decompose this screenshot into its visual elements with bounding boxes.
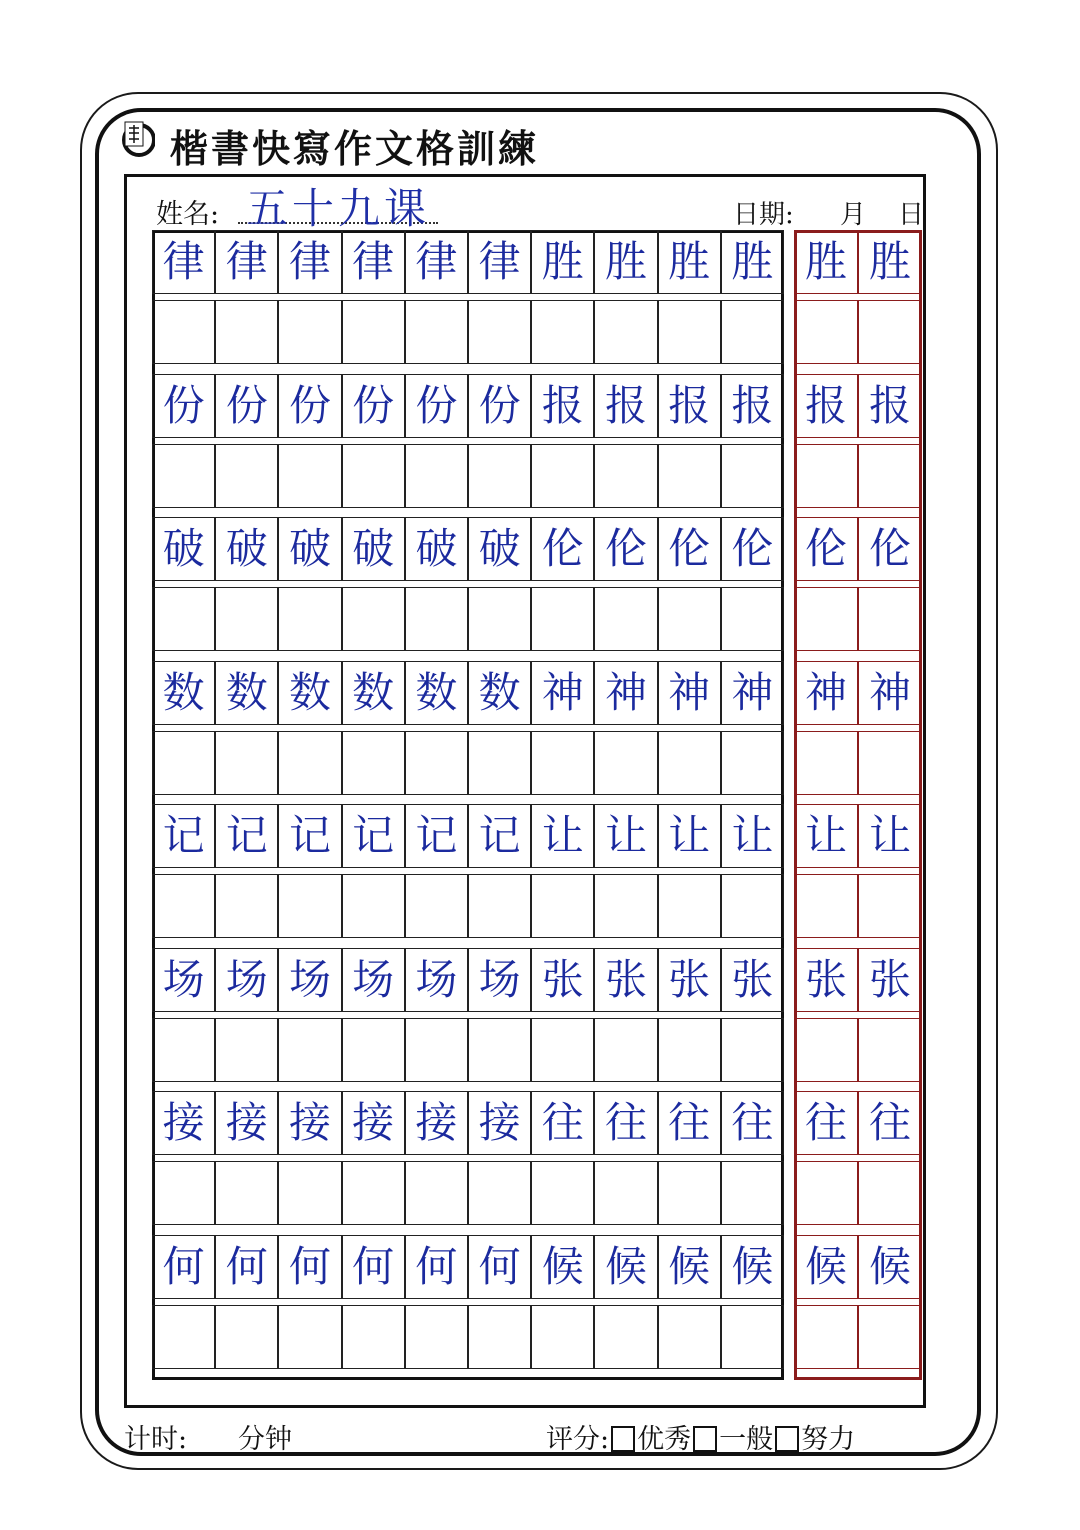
review-blank-cell xyxy=(858,587,922,651)
practice-character: 张 xyxy=(604,954,647,1004)
practice-character: 候 xyxy=(731,1241,774,1291)
review-character: 伦 xyxy=(804,524,847,573)
practice-character: 伦 xyxy=(731,524,774,573)
practice-character: 记 xyxy=(478,811,521,860)
practice-character: 律 xyxy=(162,237,205,286)
blank-cell xyxy=(531,300,594,364)
practice-character: 伦 xyxy=(541,524,584,573)
blank-cell xyxy=(468,587,531,651)
practice-character: 破 xyxy=(415,524,458,573)
practice-character: 数 xyxy=(288,667,331,717)
review-blank-cell xyxy=(858,731,922,795)
name-label: 姓名: xyxy=(156,199,220,230)
review-character: 神 xyxy=(868,667,911,717)
practice-character: 胜 xyxy=(604,237,647,286)
practice-character: 接 xyxy=(478,1098,521,1147)
blank-cell xyxy=(342,587,405,651)
practice-character: 张 xyxy=(541,954,584,1004)
blank-cell xyxy=(152,874,215,938)
blank-cell xyxy=(278,1305,341,1369)
practice-character: 何 xyxy=(352,1241,395,1291)
review-blank-cell xyxy=(794,731,858,795)
blank-cell xyxy=(658,731,721,795)
review-blank-cell xyxy=(794,874,858,938)
blank-cell xyxy=(405,587,468,651)
practice-character: 场 xyxy=(478,954,521,1004)
blank-cell xyxy=(405,300,468,364)
blank-cell xyxy=(152,1305,215,1369)
blank-cell xyxy=(721,444,784,508)
practice-character: 让 xyxy=(604,811,647,860)
practice-character: 候 xyxy=(604,1241,647,1291)
practice-character: 律 xyxy=(478,237,521,286)
practice-character: 往 xyxy=(604,1098,647,1147)
practice-character: 场 xyxy=(288,954,331,1004)
practice-character: 数 xyxy=(225,667,268,717)
blank-cell xyxy=(152,731,215,795)
blank-cell xyxy=(531,731,594,795)
date-day-label: 日 xyxy=(898,200,925,230)
blank-cell xyxy=(215,300,278,364)
blank-cell xyxy=(405,731,468,795)
review-blank-cell xyxy=(794,444,858,508)
review-character: 候 xyxy=(868,1241,911,1291)
blank-cell xyxy=(721,1161,784,1225)
review-character: 往 xyxy=(804,1098,847,1147)
practice-character: 神 xyxy=(604,667,647,717)
rating-checkbox-effort[interactable] xyxy=(775,1426,799,1452)
blank-cell xyxy=(658,444,721,508)
blank-cell xyxy=(278,300,341,364)
blank-cell xyxy=(405,1018,468,1082)
blank-cell xyxy=(278,587,341,651)
practice-character: 伦 xyxy=(604,524,647,573)
review-character: 报 xyxy=(804,380,847,430)
blank-cell xyxy=(215,1161,278,1225)
review-character: 候 xyxy=(804,1241,847,1291)
review-character: 胜 xyxy=(868,237,911,286)
practice-character: 报 xyxy=(731,380,774,430)
review-blank-cell xyxy=(858,444,922,508)
blank-cell xyxy=(215,1305,278,1369)
blank-cell xyxy=(152,587,215,651)
blank-cell xyxy=(215,874,278,938)
practice-character: 份 xyxy=(478,380,521,430)
blank-cell xyxy=(278,874,341,938)
practice-character: 让 xyxy=(541,811,584,860)
practice-character: 何 xyxy=(225,1241,268,1291)
practice-character: 往 xyxy=(731,1098,774,1147)
practice-character: 律 xyxy=(415,237,458,286)
practice-character: 数 xyxy=(415,667,458,717)
review-blank-cell xyxy=(794,300,858,364)
practice-character: 接 xyxy=(415,1098,458,1147)
blank-cell xyxy=(342,1161,405,1225)
practice-character: 往 xyxy=(668,1098,711,1147)
blank-cell xyxy=(721,1305,784,1369)
blank-cell xyxy=(215,587,278,651)
blank-cell xyxy=(531,444,594,508)
blank-cell xyxy=(405,1305,468,1369)
review-blank-cell xyxy=(794,1305,858,1369)
seal-logo-icon xyxy=(121,120,155,158)
practice-character: 破 xyxy=(225,524,268,573)
blank-cell xyxy=(152,1161,215,1225)
blank-cell xyxy=(405,1161,468,1225)
practice-character: 场 xyxy=(415,954,458,1004)
blank-cell xyxy=(342,1305,405,1369)
blank-cell xyxy=(531,1018,594,1082)
practice-character: 让 xyxy=(731,811,774,860)
rating-checkbox-average[interactable] xyxy=(693,1426,717,1452)
review-character: 神 xyxy=(804,667,847,717)
practice-character: 破 xyxy=(352,524,395,573)
practice-character: 破 xyxy=(162,524,205,573)
blank-cell xyxy=(658,1018,721,1082)
blank-cell xyxy=(278,1161,341,1225)
blank-cell xyxy=(594,1018,657,1082)
review-character: 报 xyxy=(868,380,911,430)
blank-cell xyxy=(278,444,341,508)
practice-character: 报 xyxy=(541,380,584,430)
practice-character: 伦 xyxy=(668,524,711,573)
practice-character: 接 xyxy=(162,1098,205,1147)
practice-character: 接 xyxy=(225,1098,268,1147)
date-month-label: 月 xyxy=(840,200,867,230)
blank-cell xyxy=(531,1305,594,1369)
practice-character: 何 xyxy=(478,1241,521,1291)
review-blank-cell xyxy=(858,1305,922,1369)
blank-cell xyxy=(215,444,278,508)
blank-cell xyxy=(278,731,341,795)
review-blank-cell xyxy=(794,1018,858,1082)
blank-cell xyxy=(721,300,784,364)
blank-cell xyxy=(531,587,594,651)
blank-cell xyxy=(152,1018,215,1082)
practice-character: 记 xyxy=(352,811,395,860)
practice-character: 何 xyxy=(288,1241,331,1291)
practice-character: 胜 xyxy=(541,237,584,286)
blank-cell xyxy=(342,1018,405,1082)
practice-character: 记 xyxy=(162,811,205,860)
practice-character: 份 xyxy=(162,380,205,430)
practice-character: 份 xyxy=(225,380,268,430)
blank-cell xyxy=(405,444,468,508)
blank-cell xyxy=(594,731,657,795)
minutes-label: 分钟 xyxy=(238,1424,292,1455)
blank-cell xyxy=(658,1161,721,1225)
blank-cell xyxy=(152,444,215,508)
practice-character: 胜 xyxy=(731,237,774,286)
blank-cell xyxy=(594,1161,657,1225)
practice-character: 记 xyxy=(225,811,268,860)
blank-cell xyxy=(658,874,721,938)
blank-cell xyxy=(658,300,721,364)
practice-character: 张 xyxy=(731,954,774,1004)
review-character: 让 xyxy=(868,811,911,860)
practice-character: 接 xyxy=(288,1098,331,1147)
review-character: 让 xyxy=(804,811,847,860)
blank-cell xyxy=(594,300,657,364)
rating-option-effort: 努力 xyxy=(801,1424,856,1455)
page-title: 楷書快寫作文格訓練 xyxy=(170,126,540,171)
practice-character: 候 xyxy=(541,1241,584,1291)
practice-character: 记 xyxy=(415,811,458,860)
practice-character: 让 xyxy=(668,811,711,860)
review-blank-cell xyxy=(858,1161,922,1225)
blank-cell xyxy=(468,444,531,508)
blank-cell xyxy=(342,874,405,938)
blank-cell xyxy=(658,587,721,651)
practice-character: 神 xyxy=(668,667,711,717)
blank-cell xyxy=(594,587,657,651)
practice-character: 往 xyxy=(541,1098,584,1147)
blank-cell xyxy=(594,1305,657,1369)
blank-cell xyxy=(342,731,405,795)
date-label: 日期: xyxy=(733,200,794,230)
rating-group xyxy=(546,1417,855,1456)
practice-character: 记 xyxy=(288,811,331,860)
blank-cell xyxy=(342,300,405,364)
review-blank-cell xyxy=(858,874,922,938)
blank-cell xyxy=(721,1018,784,1082)
practice-character: 份 xyxy=(352,380,395,430)
blank-cell xyxy=(278,1018,341,1082)
blank-cell xyxy=(721,874,784,938)
practice-character: 接 xyxy=(352,1098,395,1147)
practice-character: 破 xyxy=(288,524,331,573)
blank-cell xyxy=(468,874,531,938)
blank-cell xyxy=(405,874,468,938)
practice-character: 场 xyxy=(352,954,395,1004)
practice-character: 神 xyxy=(731,667,774,717)
blank-cell xyxy=(215,731,278,795)
review-character: 张 xyxy=(868,954,911,1004)
review-character: 张 xyxy=(804,954,847,1004)
blank-cell xyxy=(721,587,784,651)
blank-cell xyxy=(531,1161,594,1225)
blank-cell xyxy=(152,300,215,364)
blank-cell xyxy=(531,874,594,938)
blank-cell xyxy=(215,1018,278,1082)
practice-character: 何 xyxy=(415,1241,458,1291)
blank-cell xyxy=(721,731,784,795)
blank-cell xyxy=(468,1305,531,1369)
practice-character: 数 xyxy=(162,667,205,717)
practice-character: 数 xyxy=(352,667,395,717)
practice-character: 场 xyxy=(225,954,268,1004)
review-blank-cell xyxy=(794,587,858,651)
practice-character: 份 xyxy=(288,380,331,430)
review-character: 伦 xyxy=(868,524,911,573)
practice-character: 报 xyxy=(604,380,647,430)
practice-character: 何 xyxy=(162,1241,205,1291)
review-character: 往 xyxy=(868,1098,911,1147)
practice-character: 数 xyxy=(478,667,521,717)
review-character: 胜 xyxy=(804,237,847,286)
review-blank-cell xyxy=(794,1161,858,1225)
practice-character: 破 xyxy=(478,524,521,573)
practice-character: 张 xyxy=(668,954,711,1004)
blank-cell xyxy=(594,444,657,508)
rating-option-excellent: 优秀 xyxy=(637,1424,692,1455)
practice-character: 神 xyxy=(541,667,584,717)
practice-character: 场 xyxy=(162,954,205,1004)
blank-cell xyxy=(594,874,657,938)
rating-label: 评分: xyxy=(546,1424,610,1455)
name-value: 五十九课 xyxy=(246,184,431,233)
practice-character: 份 xyxy=(415,380,458,430)
practice-character: 报 xyxy=(668,380,711,430)
practice-character: 律 xyxy=(225,237,268,286)
practice-character: 候 xyxy=(668,1241,711,1291)
practice-character: 胜 xyxy=(668,237,711,286)
review-blank-cell xyxy=(858,1018,922,1082)
rating-option-average: 一般 xyxy=(719,1424,774,1455)
rating-checkbox-excellent[interactable] xyxy=(611,1426,635,1452)
blank-cell xyxy=(468,731,531,795)
blank-cell xyxy=(658,1305,721,1369)
timer-label: 计时: xyxy=(124,1424,188,1455)
review-blank-cell xyxy=(858,300,922,364)
practice-character: 律 xyxy=(352,237,395,286)
blank-cell xyxy=(468,1161,531,1225)
blank-cell xyxy=(468,1018,531,1082)
practice-character: 律 xyxy=(288,237,331,286)
blank-cell xyxy=(342,444,405,508)
blank-cell xyxy=(468,300,531,364)
